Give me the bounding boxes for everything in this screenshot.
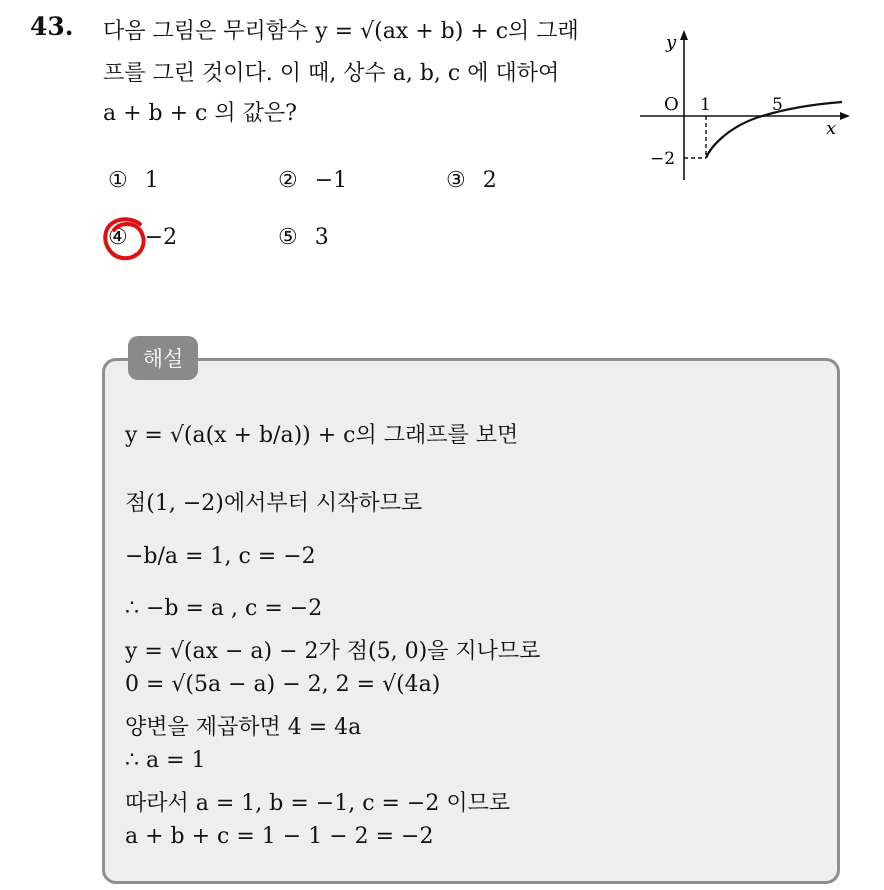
option-value: 3 [314, 225, 329, 250]
option-5[interactable] [278, 225, 329, 250]
question-number: 43. [30, 12, 74, 41]
option-mark: ① [108, 168, 128, 193]
option-2[interactable] [278, 168, 347, 193]
solution-line-7: 양변을 제곱하면 4 = 4a [125, 715, 362, 740]
option-value: 1 [144, 168, 159, 193]
function-graph [636, 28, 856, 188]
x-axis-arrow [840, 112, 850, 120]
option-mark: ⑤ [278, 225, 298, 250]
option-value: −1 [314, 168, 348, 193]
solution-line-2: 점(1, −2)에서부터 시작하므로 [125, 491, 423, 516]
tick-label-5: 5 [772, 95, 783, 115]
solution-line-10: a + b + c = 1 − 1 − 2 = −2 [125, 824, 434, 849]
option-3[interactable] [446, 168, 497, 193]
solution-line-5: y = √(ax − a) − 2가 점(5, 0)을 지나므로 [125, 639, 541, 664]
option-value: 2 [482, 168, 497, 193]
solution-tag: 해설 [128, 336, 198, 380]
y-axis-arrow [680, 30, 688, 40]
option-1[interactable] [108, 168, 159, 193]
solution-line-6: 0 = √(5a − a) − 2, 2 = √(4a) [125, 672, 441, 697]
option-mark: ③ [446, 168, 466, 193]
question-line-2: 프를 그린 것이다. 이 때, 상수 a, b, c 에 대하여 [103, 61, 560, 86]
question-line-1: 다음 그림은 무리함수 y = √(ax + b) + c의 그래 [103, 19, 579, 44]
solution-line-9: 따라서 a = 1, b = −1, c = −2 이므로 [125, 791, 511, 816]
solution-line-8: ∴ a = 1 [125, 748, 206, 773]
question-line-3: a + b + c 의 값은? [103, 101, 297, 126]
solution-line-4: ∴ −b = a , c = −2 [125, 596, 323, 621]
solution-line-3: −b/a = 1, c = −2 [125, 544, 316, 569]
solution-line-1: y = √(a(x + b/a)) + c의 그래프를 보면 [125, 423, 519, 448]
y-axis-label: y [666, 32, 677, 53]
answer-circle-mark [100, 214, 152, 264]
x-axis-label: x [826, 118, 837, 139]
tick-label-1: 1 [700, 95, 711, 115]
option-mark: ④ [108, 225, 128, 250]
option-mark: ② [278, 168, 298, 193]
origin-label: O [664, 94, 679, 115]
tick-label-neg2: −2 [650, 149, 676, 169]
option-value: −2 [144, 225, 178, 250]
